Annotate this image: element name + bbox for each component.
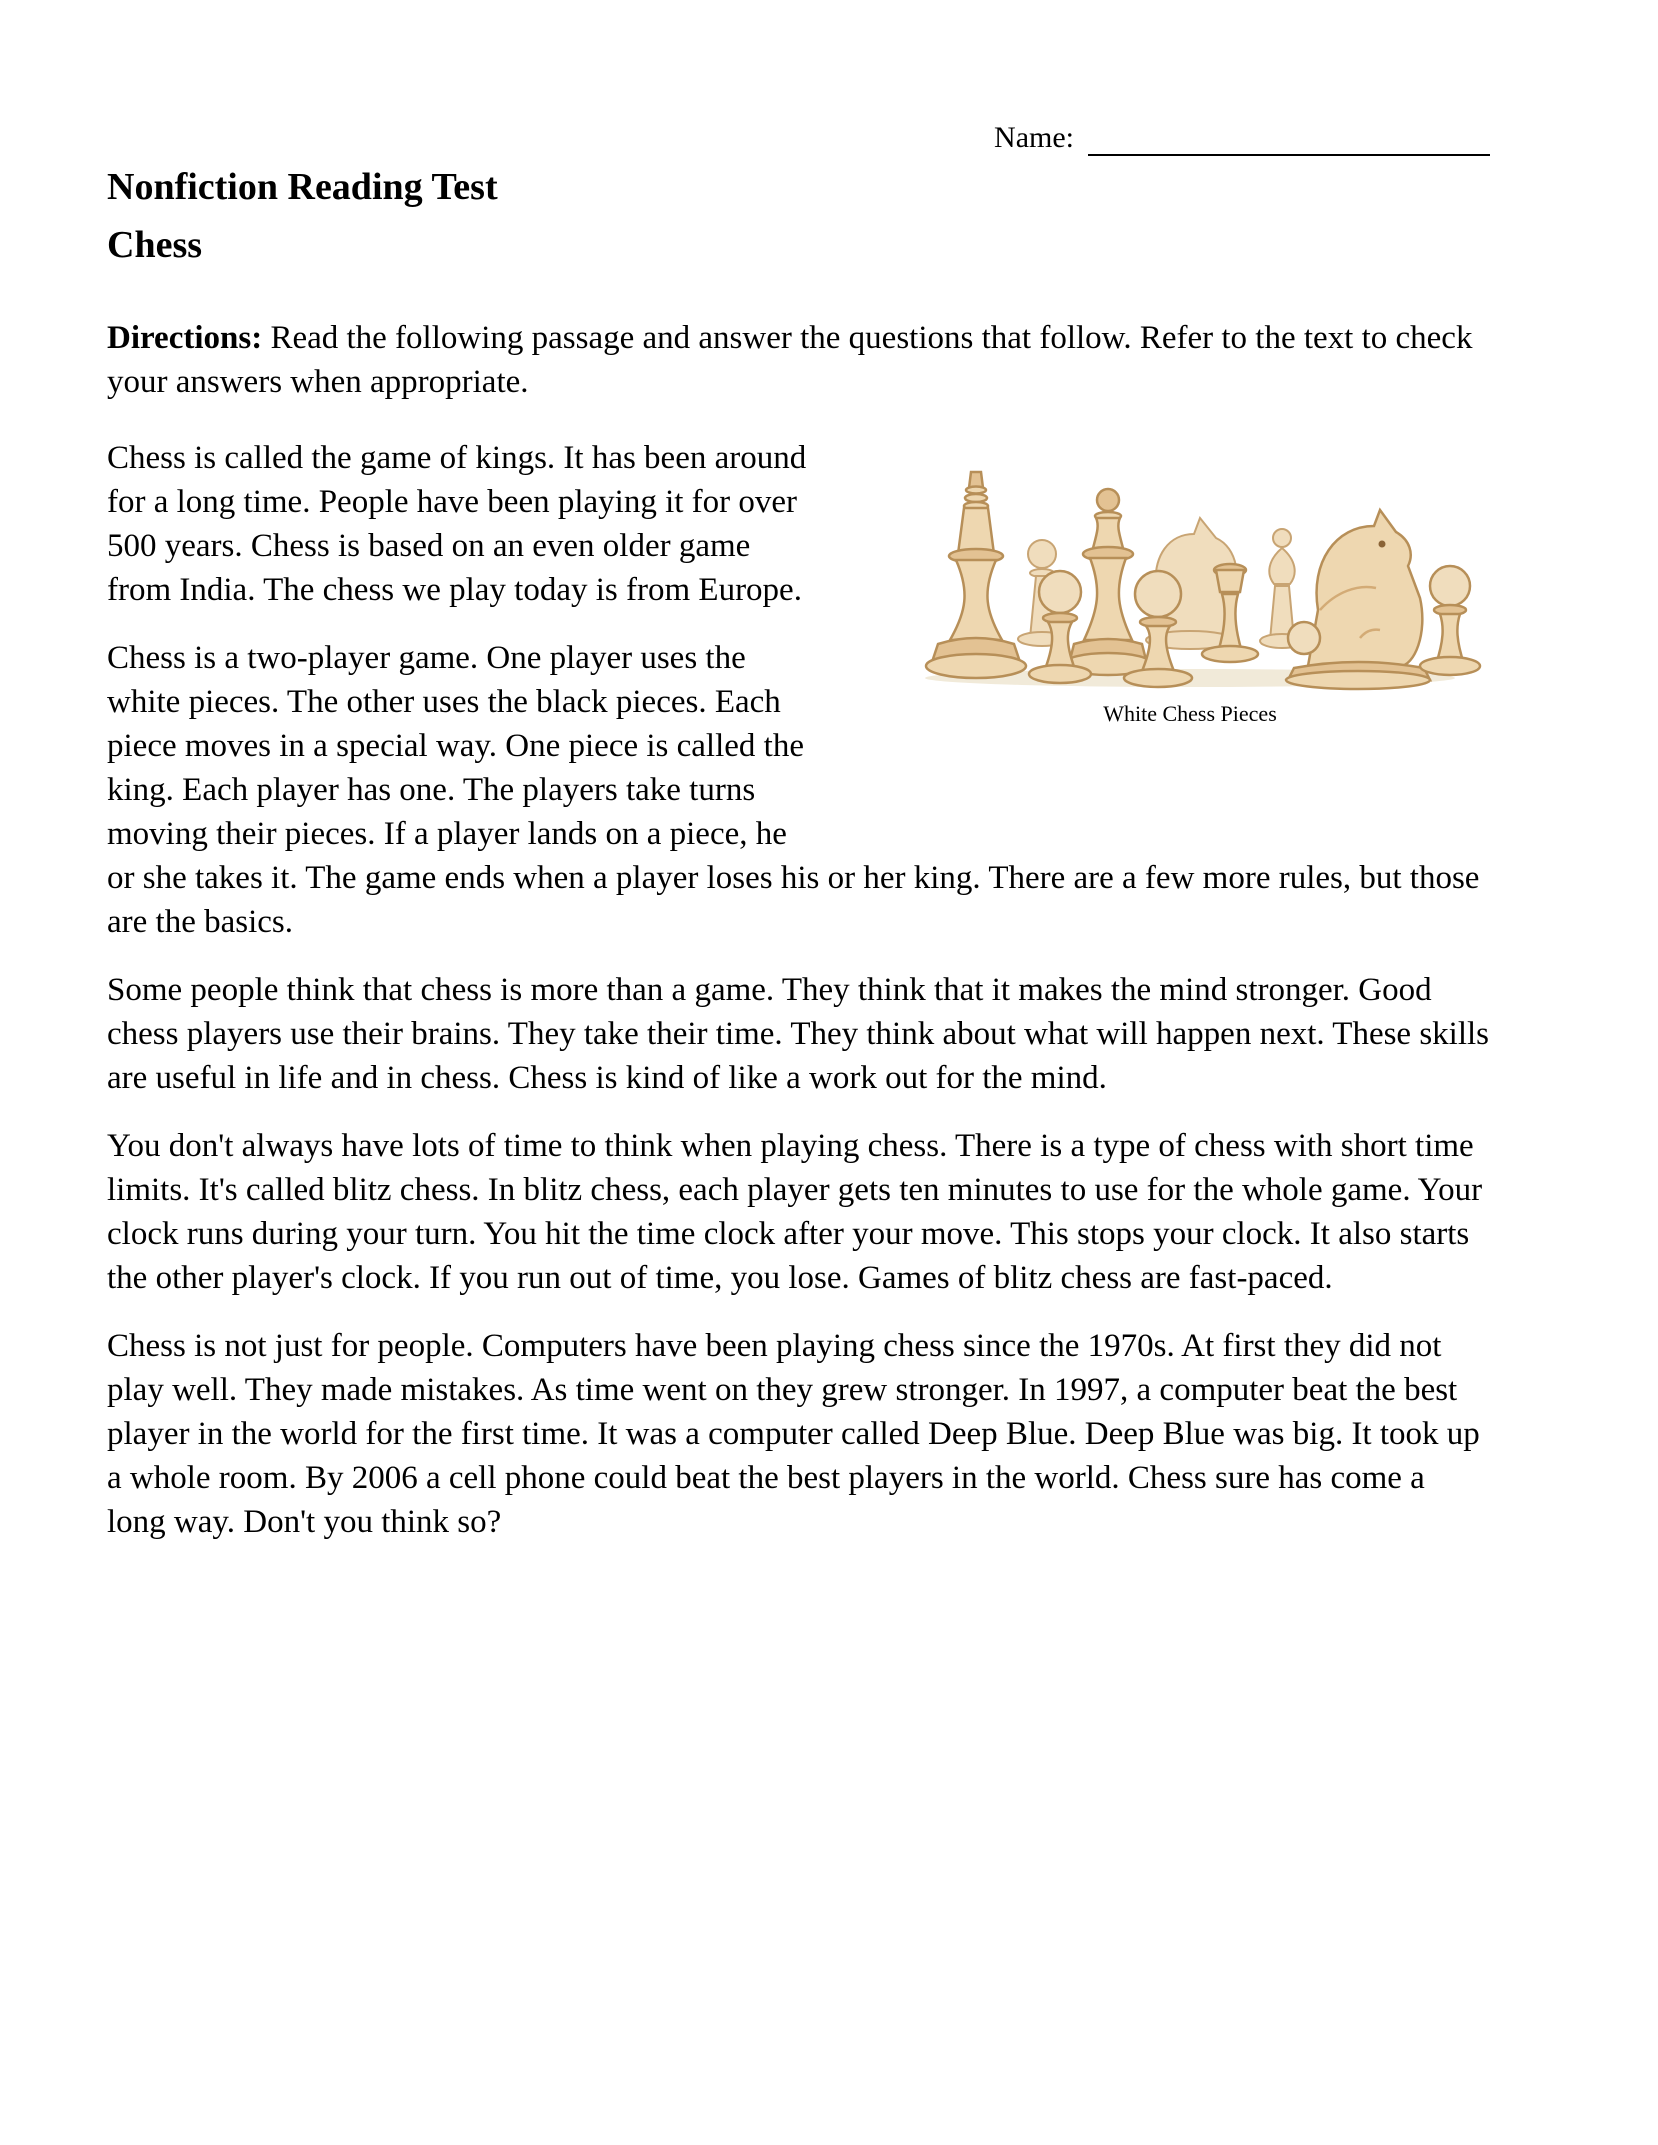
chess-pieces-image (890, 442, 1490, 692)
passage (107, 436, 1490, 1544)
name-row (107, 118, 1490, 156)
directions (107, 316, 1490, 404)
name-label: Name: (994, 121, 1074, 154)
title-line-2: Chess (107, 224, 203, 266)
title-line-1: Nonfiction Reading Test (107, 166, 498, 208)
passage-paragraph-5: Chess is not just for people. Computers have been playing chess since the 1970s. At first they did not play well. They made mistakes. As time went on they grew stronger. In 1997, a computer beat the best player in the world for the first time. It was a computer called Deep Blue. Deep Blue was big. It took up a whole room. By 2006 a cell phone could beat the best players in the world. Chess sure has come a long way. Don't you think so? (107, 1328, 1480, 1540)
passage-paragraph-3: Some people think that chess is more than a game. They think that it makes the mind stronger. Good chess players use their brains. They take their time. They think about what will happen next. These skills are useful in life and in chess. Chess is kind of like a work out for the mind. (107, 972, 1490, 1096)
directions-label: Directions: (107, 320, 263, 356)
passage-paragraph-4: You don't always have lots of time to think when playing chess. There is a type of chess with short time limits. It's called blitz chess. In blitz chess, each player gets ten minutes to use for the whole game. Your clock runs during your turn. You hit the time clock after your move. This stops your clock. It also starts the other player's clock. If you run out of time, you lose. Games of blitz chess are fast-paced. (107, 1128, 1483, 1296)
passage-paragraph-2: Chess is a two-player game. One player uses the white pieces. The other uses the black pieces. Each piece moves in a special way. One piece is called the king. Each player has one. The players take turns moving their pieces. If a player lands on a piece, he or she takes it. The game ends when a player loses his or her king. There are a few more rules, but those are the basics. (107, 640, 1480, 940)
name-blank-line (1088, 122, 1490, 156)
directions-text: Read the following passage and answer the questions that follow. Refer to the text to check your answers when appropriate. (107, 320, 1473, 400)
page-title (107, 158, 1490, 274)
passage-paragraph-1: Chess is called the game of kings. It has been around for a long time. People have been playing it for over 500 years. Chess is based on an even older game from India. The chess we play today is from Europe. (107, 440, 807, 608)
figure-caption: White Chess Pieces (1103, 701, 1277, 726)
chess-figure (890, 442, 1490, 728)
